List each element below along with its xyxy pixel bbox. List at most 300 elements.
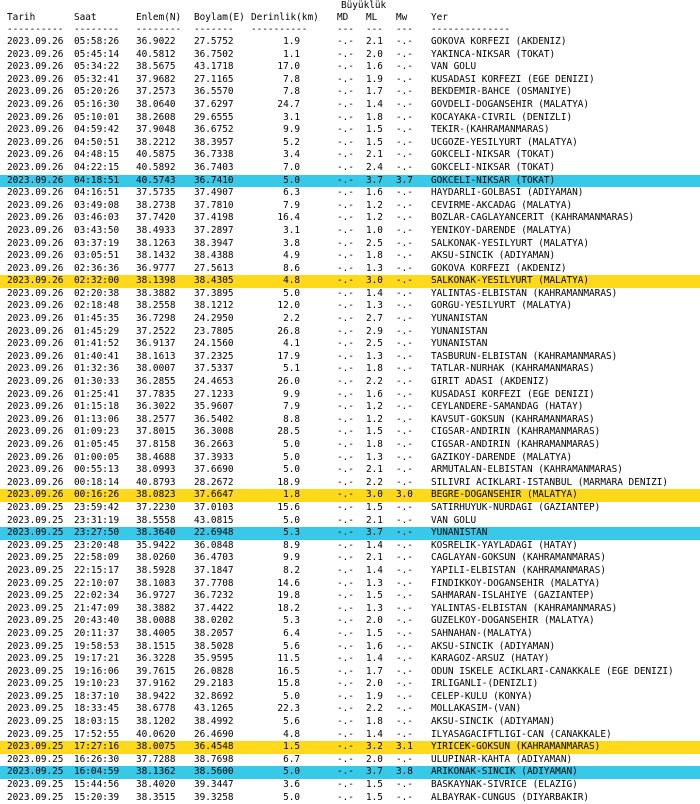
latitude-cell: 38.5675 xyxy=(136,61,176,73)
table-row xyxy=(0,175,700,188)
date-cell: 2023.09.26 xyxy=(7,325,64,337)
table-row xyxy=(0,552,700,565)
time-cell: 02:36:36 xyxy=(74,262,120,274)
mw-cell: -.- xyxy=(396,401,413,413)
md-cell: -.- xyxy=(337,161,354,173)
ml-cell: 1.9 xyxy=(366,690,383,702)
ml-cell: 2.0 xyxy=(366,615,383,627)
location-cell: CIGSAR-ANDIRIN (KAHRAMANMARAS) xyxy=(431,426,601,438)
md-cell: -.- xyxy=(337,514,354,526)
location-cell: YAKINCA-NIKSAR (TOKAT) xyxy=(431,48,556,60)
depth-cell: 15.6 xyxy=(277,501,300,513)
ml-cell: 1.5 xyxy=(366,627,383,639)
location-cell: GOKOVA KORFEZI (AKDENIZ) xyxy=(431,262,567,274)
date-cell: 2023.09.26 xyxy=(7,73,64,85)
longitude-cell: 37.4198 xyxy=(194,212,234,224)
table-row xyxy=(0,86,700,99)
mw-cell: -.- xyxy=(396,678,413,690)
depth-cell: 4.8 xyxy=(283,728,300,740)
time-cell: 00:18:14 xyxy=(74,476,120,488)
location-cell: GOKCELI-NIKSAR (TOKAT) xyxy=(431,174,556,186)
longitude-cell: 27.5752 xyxy=(194,36,234,47)
longitude-cell: 36.7338 xyxy=(194,149,234,161)
md-cell: -.- xyxy=(337,136,354,148)
mw-cell: -.- xyxy=(396,363,413,375)
latitude-cell: 38.0088 xyxy=(136,615,176,627)
latitude-cell: 38.1263 xyxy=(136,237,176,249)
time-cell: 17:52:55 xyxy=(74,728,120,740)
table-row xyxy=(0,36,700,49)
table-row xyxy=(0,779,700,792)
table-row xyxy=(0,452,700,465)
mw-cell: -.- xyxy=(396,300,413,312)
location-cell: KUSADASI KORFEZI (EGE DENIZI) xyxy=(431,73,595,85)
longitude-cell: 24.1560 xyxy=(194,338,234,350)
ml-cell: 2.9 xyxy=(366,325,383,337)
longitude-cell: 37.5337 xyxy=(194,363,234,375)
md-cell: -.- xyxy=(337,287,354,299)
longitude-cell: 37.7708 xyxy=(194,577,234,589)
location-cell: SILIVRI ACIKLARI-ISTANBUL (MARMARA DENIZI) xyxy=(431,476,669,488)
md-cell: -.- xyxy=(337,187,354,199)
longitude-cell: 36.7502 xyxy=(194,48,234,60)
longitude-cell: 36.2663 xyxy=(194,439,234,450)
time-cell: 19:58:53 xyxy=(74,640,120,652)
latitude-cell: 37.7420 xyxy=(136,212,176,224)
depth-cell: 9.9 xyxy=(283,552,300,564)
date-cell: 2023.09.26 xyxy=(7,338,64,350)
ml-cell: 1.8 xyxy=(366,363,383,375)
md-cell: -.- xyxy=(337,703,354,715)
latitude-cell: 38.0993 xyxy=(136,464,176,476)
latitude-cell: 38.1202 xyxy=(136,716,176,728)
latitude-cell: 40.5743 xyxy=(136,174,176,186)
location-cell: ULUPINAR-KAHTA (ADIYAMAN) xyxy=(431,753,573,765)
md-cell: -.- xyxy=(337,111,354,123)
md-cell: -.- xyxy=(337,199,354,211)
ml-cell: 1.2 xyxy=(366,212,383,224)
time-cell: 01:00:05 xyxy=(74,451,120,463)
md-cell: -.- xyxy=(337,237,354,249)
table-row xyxy=(0,691,700,704)
latitude-cell: 40.5812 xyxy=(136,48,176,60)
table-row xyxy=(0,792,700,804)
table-row xyxy=(0,540,700,553)
table-row xyxy=(0,754,700,767)
date-cell: 2023.09.25 xyxy=(7,564,64,576)
ml-cell: 1.2 xyxy=(366,199,383,211)
table-row xyxy=(0,162,700,175)
date-cell: 2023.09.25 xyxy=(7,791,64,803)
md-cell: -.- xyxy=(337,174,354,186)
location-cell: GIRIT ADASI (AKDENIZ) xyxy=(431,376,550,388)
longitude-cell: 36.4703 xyxy=(194,552,234,564)
ml-cell: 2.1 xyxy=(366,464,383,476)
longitude-cell: 37.2325 xyxy=(194,350,234,362)
latitude-cell: 38.3882 xyxy=(136,287,176,299)
ml-cell: 1.7 xyxy=(366,665,383,677)
mw-cell: -.- xyxy=(396,325,413,337)
magnitude-group-header xyxy=(0,0,700,12)
table-row xyxy=(0,716,700,729)
depth-cell: 9.9 xyxy=(283,388,300,400)
md-cell: -.- xyxy=(337,665,354,677)
longitude-cell: 37.6690 xyxy=(194,464,234,476)
md-cell: -.- xyxy=(337,501,354,513)
md-cell: -.- xyxy=(337,86,354,98)
date-cell: 2023.09.26 xyxy=(7,413,64,425)
longitude-cell: 37.4907 xyxy=(194,187,234,199)
ml-cell: 2.0 xyxy=(366,753,383,765)
date-cell: 2023.09.26 xyxy=(7,111,64,123)
md-cell: -.- xyxy=(337,590,354,602)
table-row xyxy=(0,300,700,313)
separator-depth: ---------- xyxy=(251,24,308,35)
mw-cell: -.- xyxy=(396,98,413,110)
table-row xyxy=(0,527,700,540)
date-cell: 2023.09.25 xyxy=(7,766,64,778)
depth-cell: 5.0 xyxy=(283,451,300,463)
date-cell: 2023.09.26 xyxy=(7,451,64,463)
mw-cell: -.- xyxy=(396,791,413,803)
location-cell: AKSU-SINCIK (ADIYAMAN) xyxy=(431,250,556,262)
location-cell: GUZELKOY-DOGANSEHIR (MALATYA) xyxy=(431,615,595,627)
latitude-cell: 38.1083 xyxy=(136,577,176,589)
md-cell: -.- xyxy=(337,426,354,438)
depth-cell: 12.0 xyxy=(277,300,300,312)
latitude-cell: 36.9137 xyxy=(136,338,176,350)
time-cell: 05:58:26 xyxy=(74,36,120,47)
date-cell: 2023.09.26 xyxy=(7,464,64,476)
longitude-cell: 38.3957 xyxy=(194,136,234,148)
location-cell: FINDIKKOY-DOGANSEHIR (MALATYA) xyxy=(431,577,601,589)
longitude-cell: 36.5402 xyxy=(194,413,234,425)
depth-cell: 6.3 xyxy=(283,187,300,199)
location-cell: CEVIRME-AKCADAG (MALATYA) xyxy=(431,199,573,211)
depth-cell: 5.1 xyxy=(283,363,300,375)
ml-cell: 2.5 xyxy=(366,338,383,350)
ml-cell: 1.9 xyxy=(366,73,383,85)
depth-cell: 5.6 xyxy=(283,716,300,728)
depth-cell: 4.1 xyxy=(283,338,300,350)
location-cell: GOKOVA KORFEZI (AKDENIZ) xyxy=(431,36,567,47)
table-row xyxy=(0,641,700,654)
ml-cell: 3.7 xyxy=(366,527,383,539)
ml-cell: 2.2 xyxy=(366,703,383,715)
table-row xyxy=(0,225,700,238)
md-cell: -.- xyxy=(337,48,354,60)
table-row xyxy=(0,741,700,754)
latitude-cell: 37.9048 xyxy=(136,124,176,136)
md-cell: -.- xyxy=(337,640,354,652)
md-cell: -.- xyxy=(337,224,354,236)
longitude-cell: 22.6948 xyxy=(194,527,234,539)
location-cell: BOZLAR-CAGLAYANCERIT (KAHRAMANMARAS) xyxy=(431,212,635,224)
longitude-cell: 37.6297 xyxy=(194,98,234,110)
latitude-cell: 40.5875 xyxy=(136,149,176,161)
time-cell: 16:26:30 xyxy=(74,753,120,765)
table-row xyxy=(0,401,700,414)
col-header-ml: ML xyxy=(366,12,378,23)
md-cell: -.- xyxy=(337,716,354,728)
mw-cell: -.- xyxy=(396,653,413,665)
location-cell: YUNANISTAN xyxy=(431,313,488,325)
location-cell: BEGRE-DOGANSEHIR (MALATYA) xyxy=(431,489,578,501)
latitude-cell: 38.2738 xyxy=(136,199,176,211)
location-cell: CELEP-KULU (KONYA) xyxy=(431,690,533,702)
time-cell: 18:03:15 xyxy=(74,716,120,728)
latitude-cell: 37.2522 xyxy=(136,325,176,337)
ml-cell: 3.2 xyxy=(366,741,383,753)
time-cell: 18:37:10 xyxy=(74,690,120,702)
mw-cell: -.- xyxy=(396,262,413,274)
table-row xyxy=(0,187,700,200)
md-cell: -.- xyxy=(337,476,354,488)
depth-cell: 8.9 xyxy=(283,539,300,551)
table-row xyxy=(0,426,700,439)
latitude-cell: 38.3882 xyxy=(136,602,176,614)
mw-cell: -.- xyxy=(396,199,413,211)
depth-cell: 5.3 xyxy=(283,615,300,627)
longitude-cell: 36.7232 xyxy=(194,590,234,602)
date-cell: 2023.09.26 xyxy=(7,439,64,450)
mw-cell: -.- xyxy=(396,564,413,576)
time-cell: 02:32:00 xyxy=(74,275,120,287)
ml-cell: 1.6 xyxy=(366,640,383,652)
time-cell: 01:25:41 xyxy=(74,388,120,400)
md-cell: -.- xyxy=(337,539,354,551)
latitude-cell: 38.1362 xyxy=(136,766,176,778)
time-cell: 01:45:29 xyxy=(74,325,120,337)
mw-cell: -.- xyxy=(396,514,413,526)
latitude-cell: 38.3640 xyxy=(136,527,176,539)
md-cell: -.- xyxy=(337,73,354,85)
mw-cell: -.- xyxy=(396,476,413,488)
longitude-cell: 38.0202 xyxy=(194,615,234,627)
ml-cell: 1.3 xyxy=(366,602,383,614)
table-row xyxy=(0,74,700,87)
time-cell: 01:15:18 xyxy=(74,401,120,413)
time-cell: 01:41:52 xyxy=(74,338,120,350)
date-cell: 2023.09.26 xyxy=(7,250,64,262)
latitude-cell: 38.4020 xyxy=(136,779,176,791)
table-row xyxy=(0,338,700,351)
date-cell: 2023.09.25 xyxy=(7,779,64,791)
depth-cell: 16.4 xyxy=(277,212,300,224)
mw-cell: -.- xyxy=(396,627,413,639)
mw-cell: -.- xyxy=(396,161,413,173)
mw-cell: -.- xyxy=(396,690,413,702)
longitude-cell: 36.4548 xyxy=(194,741,234,753)
location-cell: KOSRELIK-YAYLADAGI (HATAY) xyxy=(431,539,578,551)
longitude-cell: 38.4305 xyxy=(194,275,234,287)
date-cell: 2023.09.25 xyxy=(7,527,64,539)
ml-cell: 2.1 xyxy=(366,514,383,526)
ml-cell: 3.7 xyxy=(366,174,383,186)
time-cell: 16:04:59 xyxy=(74,766,120,778)
separator-md: --- xyxy=(337,24,354,35)
depth-cell: 14.6 xyxy=(277,577,300,589)
ml-cell: 1.3 xyxy=(366,262,383,274)
depth-cell: 9.9 xyxy=(283,124,300,136)
ml-cell: 2.1 xyxy=(366,36,383,47)
mw-cell: -.- xyxy=(396,451,413,463)
date-cell: 2023.09.26 xyxy=(7,287,64,299)
mw-cell: -.- xyxy=(396,703,413,715)
location-cell: YUNANISTAN xyxy=(431,527,488,539)
ml-cell: 2.1 xyxy=(366,552,383,564)
ml-cell: 1.3 xyxy=(366,300,383,312)
time-cell: 05:20:26 xyxy=(74,86,120,98)
location-cell: BASKAYNAK-SIVRICE (ELAZIG) xyxy=(431,779,578,791)
md-cell: -.- xyxy=(337,36,354,47)
longitude-cell: 36.0848 xyxy=(194,539,234,551)
depth-cell: 19.8 xyxy=(277,590,300,602)
table-row xyxy=(0,49,700,62)
depth-cell: 5.0 xyxy=(283,791,300,803)
location-cell: YAPILI-ELBISTAN (KAHRAMANMARAS) xyxy=(431,564,606,576)
md-cell: -.- xyxy=(337,464,354,476)
mw-cell: -.- xyxy=(396,48,413,60)
longitude-cell: 38.5028 xyxy=(194,640,234,652)
date-cell: 2023.09.26 xyxy=(7,262,64,274)
latitude-cell: 38.4005 xyxy=(136,627,176,639)
mw-cell: -.- xyxy=(396,527,413,539)
latitude-cell: 36.7298 xyxy=(136,313,176,325)
mw-cell: -.- xyxy=(396,275,413,287)
depth-cell: 3.1 xyxy=(283,111,300,123)
table-row xyxy=(0,137,700,150)
location-cell: SAHMARAN-ISLAHIYE (GAZIANTEP) xyxy=(431,590,595,602)
table-row xyxy=(0,578,700,591)
location-cell: IRLIGANLI-(DENIZLI) xyxy=(431,678,539,690)
longitude-cell: 39.3447 xyxy=(194,779,234,791)
ml-cell: 2.4 xyxy=(366,161,383,173)
md-cell: -.- xyxy=(337,338,354,350)
depth-cell: 15.8 xyxy=(277,678,300,690)
col-header-depth: Derinlik(km) xyxy=(251,12,319,23)
md-cell: -.- xyxy=(337,212,354,224)
location-cell: ARMUTALAN-ELBISTAN (KAHRAMANMARAS) xyxy=(431,464,623,476)
longitude-cell: 43.0815 xyxy=(194,514,234,526)
time-cell: 15:44:56 xyxy=(74,779,120,791)
location-cell: KUSADASI KORFEZI (EGE DENIZI) xyxy=(431,388,595,400)
latitude-cell: 39.7615 xyxy=(136,665,176,677)
longitude-cell: 37.3895 xyxy=(194,287,234,299)
md-cell: -.- xyxy=(337,552,354,564)
date-cell: 2023.09.26 xyxy=(7,388,64,400)
ml-cell: 2.2 xyxy=(366,376,383,388)
depth-cell: 7.9 xyxy=(283,199,300,211)
depth-cell: 7.9 xyxy=(283,401,300,413)
ml-cell: 1.6 xyxy=(366,61,383,73)
time-cell: 03:49:08 xyxy=(74,199,120,211)
separator-ml: --- xyxy=(366,24,383,35)
md-cell: -.- xyxy=(337,325,354,337)
longitude-cell: 36.7410 xyxy=(194,174,234,186)
time-cell: 03:37:19 xyxy=(74,237,120,249)
latitude-cell: 38.2212 xyxy=(136,136,176,148)
date-cell: 2023.09.26 xyxy=(7,300,64,312)
latitude-cell: 40.0620 xyxy=(136,728,176,740)
longitude-cell: 39.3258 xyxy=(194,791,234,803)
mw-cell: -.- xyxy=(396,287,413,299)
md-cell: -.- xyxy=(337,98,354,110)
time-cell: 05:10:01 xyxy=(74,111,120,123)
ml-cell: 1.5 xyxy=(366,501,383,513)
time-cell: 18:33:45 xyxy=(74,703,120,715)
ml-cell: 1.0 xyxy=(366,224,383,236)
date-cell: 2023.09.25 xyxy=(7,577,64,589)
location-cell: TATLAR-NURHAK (KAHRAMANMARAS) xyxy=(431,363,595,375)
md-cell: -.- xyxy=(337,766,354,778)
latitude-cell: 38.4933 xyxy=(136,224,176,236)
md-cell: -.- xyxy=(337,250,354,262)
md-cell: -.- xyxy=(337,615,354,627)
date-cell: 2023.09.26 xyxy=(7,48,64,60)
date-cell: 2023.09.26 xyxy=(7,149,64,161)
depth-cell: 4.8 xyxy=(283,275,300,287)
longitude-cell: 36.5570 xyxy=(194,86,234,98)
table-row xyxy=(0,389,700,402)
md-cell: -.- xyxy=(337,363,354,375)
mw-cell: -.- xyxy=(396,590,413,602)
mw-cell: -.- xyxy=(396,61,413,73)
latitude-cell: 36.9022 xyxy=(136,36,176,47)
table-row xyxy=(0,313,700,326)
time-cell: 04:59:42 xyxy=(74,124,120,136)
ml-cell: 1.7 xyxy=(366,86,383,98)
mw-cell: 3.1 xyxy=(396,741,413,753)
mw-cell: -.- xyxy=(396,124,413,136)
time-cell: 04:16:51 xyxy=(74,187,120,199)
depth-cell: 8.6 xyxy=(283,262,300,274)
depth-cell: 16.5 xyxy=(277,665,300,677)
date-cell: 2023.09.26 xyxy=(7,275,64,287)
latitude-cell: 38.4688 xyxy=(136,451,176,463)
depth-cell: 7.8 xyxy=(283,73,300,85)
ml-cell: 2.0 xyxy=(366,48,383,60)
date-cell: 2023.09.26 xyxy=(7,199,64,211)
date-cell: 2023.09.25 xyxy=(7,501,64,513)
longitude-cell: 28.2672 xyxy=(194,476,234,488)
date-cell: 2023.09.26 xyxy=(7,224,64,236)
time-cell: 05:32:41 xyxy=(74,73,120,85)
mw-cell: 3.0 xyxy=(396,489,413,501)
depth-cell: 5.0 xyxy=(283,690,300,702)
latitude-cell: 37.7835 xyxy=(136,388,176,400)
mw-cell: -.- xyxy=(396,111,413,123)
location-cell: BEKDEMIR-BAHCE (OSMANIYE) xyxy=(431,86,573,98)
ml-cell: 2.2 xyxy=(366,476,383,488)
ml-cell: 1.2 xyxy=(366,401,383,413)
md-cell: -.- xyxy=(337,61,354,73)
depth-cell: 3.4 xyxy=(283,149,300,161)
column-headers xyxy=(0,12,700,24)
ml-cell: 1.4 xyxy=(366,539,383,551)
depth-cell: 1.5 xyxy=(283,741,300,753)
table-row xyxy=(0,439,700,452)
table-row xyxy=(0,414,700,427)
depth-cell: 7.0 xyxy=(283,161,300,173)
location-cell: YUNANISTAN xyxy=(431,338,488,350)
time-cell: 19:16:06 xyxy=(74,665,120,677)
table-row xyxy=(0,250,700,263)
date-cell: 2023.09.26 xyxy=(7,161,64,173)
time-cell: 23:59:42 xyxy=(74,501,120,513)
depth-cell: 1.9 xyxy=(283,36,300,47)
md-cell: -.- xyxy=(337,753,354,765)
